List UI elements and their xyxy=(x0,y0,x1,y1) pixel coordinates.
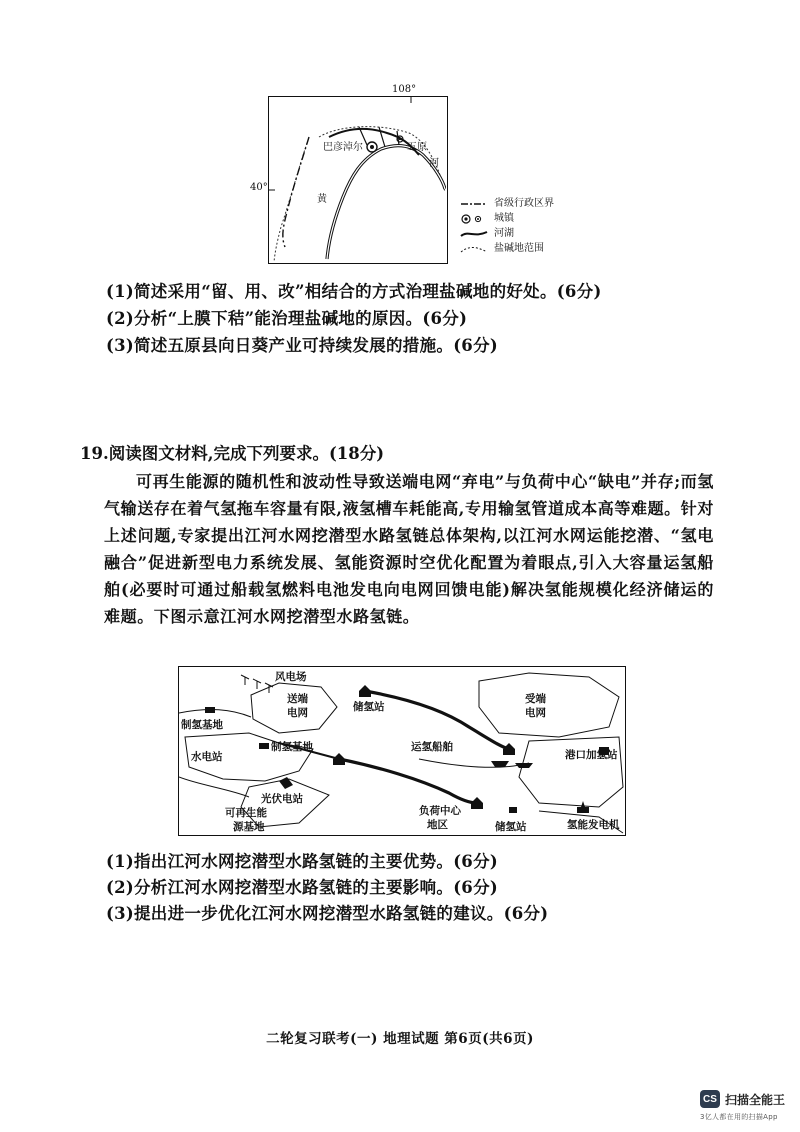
label-port-station: 港口加氢站 xyxy=(565,749,618,761)
label-renewable-base-1: 可再生能 xyxy=(225,807,267,819)
saline-land-boundary-icon xyxy=(460,244,488,254)
river-label-he: 河 xyxy=(429,158,439,169)
label-hydro-station: 水电站 xyxy=(191,751,223,763)
map1-longitude-label: 108° xyxy=(392,84,417,95)
legend-item-boundary xyxy=(460,196,554,211)
watermark-tagline: 3亿人都在用的扫描App xyxy=(700,1113,778,1121)
map1-legend xyxy=(460,196,554,256)
label-fuel-cell-plant: 氢能发电机 xyxy=(567,819,620,831)
storage-station-icon xyxy=(471,797,483,809)
q19-sub1: (1)指出江河水网挖潜型水路氢链的主要优势。(6分) xyxy=(106,852,498,871)
q18-sub1: (1)简述采用“留、用、改”相结合的方式治理盐碱地的好处。(6分) xyxy=(106,282,602,301)
legend-item-town xyxy=(460,211,554,226)
q19-heading: 19.阅读图文材料,完成下列要求。(18分) xyxy=(80,444,385,463)
province-boundary xyxy=(283,137,309,247)
label-wind-farm: 风电场 xyxy=(275,671,307,683)
label-load-center-1: 负荷中心 xyxy=(419,805,461,817)
place-wuyuan: 五原 xyxy=(407,142,427,153)
river-label-huang: 黄 xyxy=(317,194,327,205)
map1-latitude-label: 40° xyxy=(250,182,268,193)
label-storage-bottom: 储氢站 xyxy=(495,821,527,833)
wind-turbine-icon xyxy=(241,675,273,693)
place-bayannur: 巴彦淖尔 xyxy=(323,142,363,153)
hydrogen-base-icon xyxy=(205,707,215,713)
hydrogen-base-icon xyxy=(259,743,269,749)
hydrogen-chain-map xyxy=(178,666,626,836)
ship-icon xyxy=(491,761,533,768)
label-hydrogen-base-1: 制氢基地 xyxy=(181,719,223,731)
town-symbol-icon xyxy=(460,214,488,224)
q18-sub3: (3)简述五原县向日葵产业可持续发展的措施。(6分) xyxy=(106,336,498,355)
river-lake-symbol-icon xyxy=(460,229,488,239)
label-receive-grid-2: 电网 xyxy=(525,707,546,719)
label-ship: 运氢船舶 xyxy=(411,741,453,753)
yellow-river xyxy=(327,146,445,259)
hetao-map xyxy=(268,96,448,264)
storage-station-icon xyxy=(503,743,515,755)
label-send-grid-2: 电网 xyxy=(287,707,308,719)
province-boundary-line-icon xyxy=(460,200,488,208)
watermark-name: 扫描全能王 xyxy=(725,1092,786,1107)
label-hydrogen-base-2: 制氢基地 xyxy=(271,741,313,753)
label-renewable-base-2: 源基地 xyxy=(233,821,265,833)
page-footer: 二轮复习联考(一) 地理试题 第6页(共6页) xyxy=(266,1031,534,1047)
legend-item-river xyxy=(460,226,554,241)
storage-station-icon xyxy=(333,753,345,765)
solar-panel-icon xyxy=(279,777,293,789)
legend-label: 城镇 xyxy=(494,213,514,224)
legend-label: 盐碱地范围 xyxy=(494,243,544,254)
scanner-watermark xyxy=(700,1090,785,1108)
power-plant-icon xyxy=(577,801,589,813)
shipping-route-lower xyxy=(339,759,477,803)
storage-station-icon xyxy=(509,807,517,813)
storage-station-icon xyxy=(359,685,371,697)
label-load-center-2: 地区 xyxy=(427,819,448,831)
q19-sub2: (2)分析江河水网挖潜型水路氢链的主要影响。(6分) xyxy=(106,878,498,897)
camscanner-logo-icon: CS xyxy=(700,1090,720,1108)
legend-item-saline xyxy=(460,241,554,256)
saline-land-outline-west xyxy=(274,143,307,262)
label-storage-top: 储氢站 xyxy=(353,701,385,713)
legend-label: 省级行政区界 xyxy=(494,198,554,209)
label-receive-grid-1: 受端 xyxy=(525,693,546,705)
legend-label: 河湖 xyxy=(494,228,514,239)
q19-sub3: (3)提出进一步优化江河水网挖潜型水路氢链的建议。(6分) xyxy=(106,904,549,923)
q19-paragraph: 可再生能源的随机性和波动性导致送端电网“弃电”与负荷中心“缺电”并存;而氢气输送存在着气氢拖车容量有限,液氢槽车耗能高,专用输氢管道成本高等难题。针对上述问题,专家提出江河水网挖潜型水路氢链总体架构,以江河水网运能挖潜、“氢电融合”促进新型电力系统发展、氢能资源时空优化配置为着眼点,引入大容量运氢船舶(必要时可通过船载氢燃料电池发电向电网回馈电能)解决氢能规模化经济储运的难题。下图示意江河水网挖潜型水路氢链。 xyxy=(104,472,714,626)
hetao-map-drawing xyxy=(269,97,446,262)
label-solar-station: 光伏电站 xyxy=(261,793,303,805)
label-send-grid-1: 送端 xyxy=(287,693,308,705)
q18-sub2: (2)分析“上膜下秸”能治理盐碱地的原因。(6分) xyxy=(106,309,468,328)
